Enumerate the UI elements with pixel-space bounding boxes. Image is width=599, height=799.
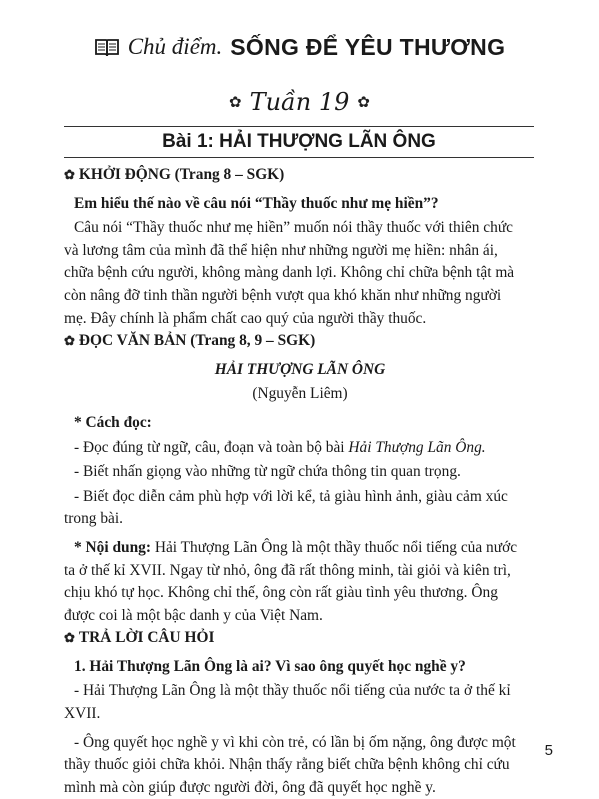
page-body <box>64 164 536 799</box>
warmup-answer-line: chữa bệnh cứu người, không màng danh lợi. Không chỉ chữa bệnh tật mà <box>64 264 515 282</box>
flower-icon: ✿ <box>357 94 370 111</box>
lesson-title-bar <box>64 126 534 158</box>
reading-tip: - Biết đọc diễn cảm phù hợp với lời kể, tả giàu hình ảnh, giàu cảm xúc <box>74 487 508 505</box>
warmup-question: Em hiểu thế nào về câu nói “Thầy thuốc như mẹ hiền”? <box>74 194 439 212</box>
flower-icon: ✿ <box>64 333 75 349</box>
answer-line: - Ông quyết học nghề y vì khi còn trẻ, có lần bị ốm nặng, ông được một <box>74 733 516 751</box>
warmup-answer-line: còn nâng đỡ tinh thần người bệnh vượt qua khó khăn như những người <box>64 286 502 304</box>
flower-icon: ✿ <box>64 167 75 182</box>
reading-tip: - Biết nhấn giọng vào những từ ngữ chứa thông tin quan trọng. <box>74 463 461 481</box>
text-title: HẢI THƯỢNG LÃN ÔNG <box>214 360 386 378</box>
section-heading-warmup: ✿ KHỞI ĐỘNG (Trang 8 – SGK) <box>64 166 285 183</box>
content-summary-line: chịu khó tự học. Không chỉ thế, ông còn rất giàu tình yêu thương. Ông <box>64 584 498 602</box>
content-summary: * Nội dung: Hải Thượng Lãn Ông là một thầy thuốc nổi tiếng của nước <box>74 538 518 556</box>
answer-line: - Hải Thượng Lãn Ông là một thầy thuốc nổi tiếng của nước ta ở thế kỉ <box>74 682 511 700</box>
section-heading-reading: ✿ ĐỌC VĂN BẢN (Trang 8, 9 – SGK) <box>64 332 316 350</box>
page-number: 5 <box>544 742 553 759</box>
warmup-answer-line: Câu nói “Thầy thuốc như mẹ hiền” muốn nói thầy thuốc với thiên chức <box>74 219 513 237</box>
section-heading-answers: ✿ TRẢ LỜI CÂU HỎI <box>64 629 215 647</box>
question-1: 1. Hải Thượng Lãn Ông là ai? Vì sao ông quyết học nghề y? <box>74 657 466 675</box>
theme-title: SỐNG ĐỂ YÊU THƯƠNG <box>230 33 506 60</box>
reading-tip: trong bài. <box>64 510 123 528</box>
answer-line: XVII. <box>64 705 101 723</box>
week-title: Tuần 19 <box>249 88 350 116</box>
how-to-read-label: * Cách đọc: <box>74 413 152 431</box>
chapter-header <box>0 30 599 64</box>
week-heading <box>0 88 599 116</box>
open-book-icon <box>94 36 120 58</box>
theme-label: Chủ điểm. <box>127 34 223 59</box>
warmup-answer-line: và lương tâm của mình đã thể hiện như những người mẹ hiền: nhân ái, <box>64 241 498 259</box>
flower-icon: ✿ <box>64 630 75 646</box>
flower-icon: ✿ <box>229 94 242 111</box>
answer-line: thầy thuốc giỏi chữa khỏi. Nhận thấy rằng biết chữa bệnh không chỉ cứu <box>64 756 510 774</box>
answer-line: mình mà còn giúp được người đời, ông đã quyết học nghề y. <box>64 778 436 796</box>
reading-tip: - Đọc đúng từ ngữ, câu, đoạn và toàn bộ bài Hải Thượng Lãn Ông. <box>74 438 486 456</box>
text-author: (Nguyễn Liêm) <box>252 385 348 403</box>
lesson-title: Bài 1: HẢI THƯỢNG LÃN ÔNG <box>162 131 436 152</box>
content-summary-line: được coi là một bậc danh y của Việt Nam. <box>64 606 323 624</box>
warmup-answer-line: mẹ. Đây chính là phẩm chất cao quý của người thầy thuốc. <box>64 309 427 327</box>
content-summary-line: ta ở thế kỉ XVII. Ngay từ nhỏ, ông đã rất thông minh, tài giỏi và kiên trì, <box>64 561 511 579</box>
